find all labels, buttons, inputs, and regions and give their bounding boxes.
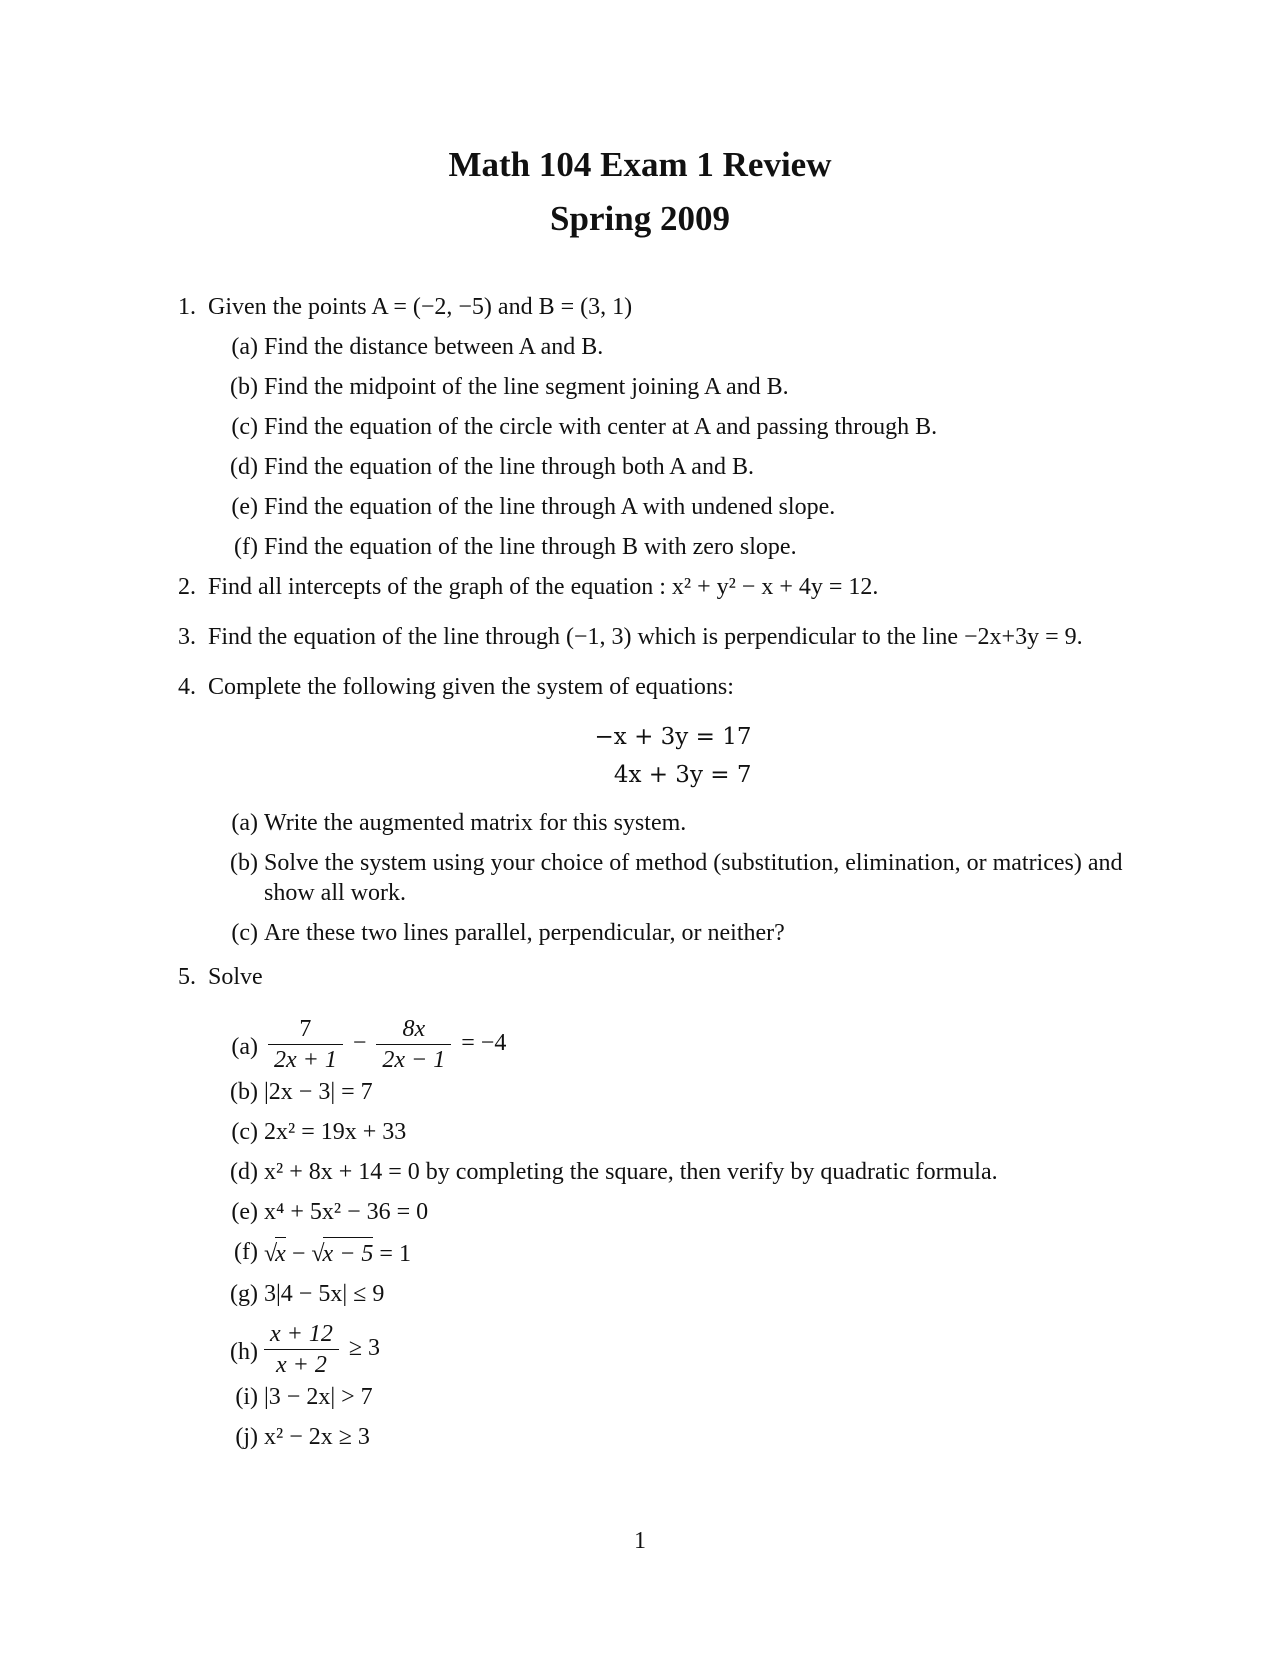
numerator: 7 (268, 1014, 343, 1045)
problem-5-parts (222, 1002, 1138, 1452)
radicand: x (275, 1237, 286, 1269)
part-text: x² + 8x + 14 = 0 by completing the square, then verify by quadratic formula. (264, 1159, 998, 1185)
sqrt-sign: √ (264, 1241, 278, 1267)
denominator: 2x − 1 (382, 1047, 446, 1073)
page-subtitle: Spring 2009 (550, 199, 730, 238)
problem-number: 2. (178, 574, 196, 600)
denominator: 2x + 1 (274, 1047, 337, 1073)
part-label: (e) (231, 1199, 258, 1225)
part-text: Find the equation of the line through A with undened slope. (264, 494, 836, 520)
problem-text: Find the equation of the line through (−1, 3) which is perpendicular to the line −2x+3y = 9. (208, 624, 1083, 650)
part-text: Are these two lines parallel, perpendicular, or neither? (264, 920, 785, 946)
right-hand-side: ≥ 3 (348, 1335, 381, 1362)
list-item (222, 532, 1138, 562)
problem-text: Given the points A = (−2, −5) and B = (3, 1) (208, 294, 633, 320)
part-label: (c) (231, 1119, 258, 1145)
part-label: (d) (230, 454, 258, 480)
equation-row: 4x + 3y = 7 (613, 762, 752, 788)
list-item (222, 372, 1138, 402)
equation-row: −x + 3y = 17 (594, 724, 752, 750)
list-item (222, 1319, 1138, 1380)
denominator: x + 2 (276, 1352, 327, 1378)
part-text: x⁴ + 5x² − 36 = 0 (264, 1199, 429, 1225)
problem-4-parts (222, 808, 1138, 948)
part-label: (a) (231, 334, 258, 360)
part-label: (g) (230, 1281, 258, 1307)
problem-4 (178, 672, 1138, 948)
numerator: 8x (376, 1014, 451, 1045)
list-item (222, 412, 1138, 442)
part-text: x² − 2x ≥ 3 (264, 1424, 370, 1450)
problem-text: Solve (208, 964, 263, 990)
part-label: (d) (230, 1159, 258, 1185)
equation-system-inner (595, 722, 752, 798)
list-item (222, 1077, 1138, 1107)
part-label: (f) (234, 1239, 258, 1265)
part-text: |2x − 3| = 7 (264, 1079, 373, 1105)
part-label: (a) (231, 1034, 258, 1060)
list-item (222, 1002, 1138, 1075)
numerator: x + 12 (264, 1319, 339, 1350)
part-label: (c) (231, 414, 258, 440)
title-block (0, 138, 1280, 246)
problem-5 (178, 962, 1138, 1452)
problem-number: 4. (178, 674, 196, 700)
problem-1 (178, 292, 1138, 562)
list-item (222, 808, 1138, 838)
problem-list (178, 292, 1138, 1462)
part-text: Write the augmented matrix for this system. (264, 810, 687, 836)
radicand: x − 5 (323, 1237, 374, 1269)
part-text: 2x² = 19x + 33 (264, 1119, 407, 1145)
part-text: Find the midpoint of the line segment joining A and B. (264, 374, 789, 400)
part-label: (i) (235, 1384, 258, 1410)
problem-3 (178, 622, 1138, 652)
part-label: (b) (230, 850, 258, 876)
list-item (222, 1279, 1138, 1309)
equation-system (208, 722, 1138, 798)
part-text: Solve the system using your choice of method (substitution, elimination, or matrices) and show all work. (264, 850, 1123, 906)
part-label: (b) (230, 1079, 258, 1105)
part-label: (f) (234, 534, 258, 560)
list-item (222, 1237, 1138, 1269)
operator: − (352, 1030, 367, 1057)
part-label: (b) (230, 374, 258, 400)
part-label: (c) (231, 920, 258, 946)
part-text: Find the equation of the line through both A and B. (264, 454, 754, 480)
operator: − (291, 1241, 306, 1267)
right-hand-side: = 1 (379, 1241, 411, 1267)
list-item (222, 1157, 1138, 1187)
list-item (222, 1197, 1138, 1227)
part-text: Find the equation of the circle with center at A and passing through B. (264, 414, 938, 440)
list-item (222, 1422, 1138, 1452)
problem-number: 1. (178, 294, 196, 320)
right-hand-side: = −4 (461, 1030, 507, 1057)
problem-text: Find all intercepts of the graph of the equation : x² + y² − x + 4y = 12. (208, 574, 879, 600)
list-item (222, 332, 1138, 362)
list-item (222, 492, 1138, 522)
part-text: |3 − 2x| > 7 (264, 1384, 373, 1410)
list-item (222, 918, 1138, 948)
sqrt-sign: √ (311, 1241, 325, 1267)
list-item (222, 1382, 1138, 1412)
list-item (222, 1117, 1138, 1147)
problem-text: Complete the following given the system of equations: (208, 674, 734, 700)
part-label: (h) (230, 1339, 258, 1365)
problem-2 (178, 572, 1138, 602)
part-label: (a) (231, 810, 258, 836)
part-text: Find the distance between A and B. (264, 334, 604, 360)
list-item (222, 452, 1138, 482)
part-label: (e) (231, 494, 258, 520)
fraction (264, 1319, 339, 1380)
part-text: 3|4 − 5x| ≤ 9 (264, 1281, 385, 1307)
part-text: Find the equation of the line through B with zero slope. (264, 534, 797, 560)
list-item (222, 848, 1138, 908)
page-number: 1 (634, 1528, 646, 1554)
problem-1-parts (222, 332, 1138, 562)
page-title: Math 104 Exam 1 Review (448, 145, 832, 184)
fraction (268, 1014, 343, 1075)
fraction (376, 1014, 451, 1075)
problem-number: 3. (178, 624, 196, 650)
problem-number: 5. (178, 964, 196, 990)
part-label: (j) (235, 1424, 258, 1450)
